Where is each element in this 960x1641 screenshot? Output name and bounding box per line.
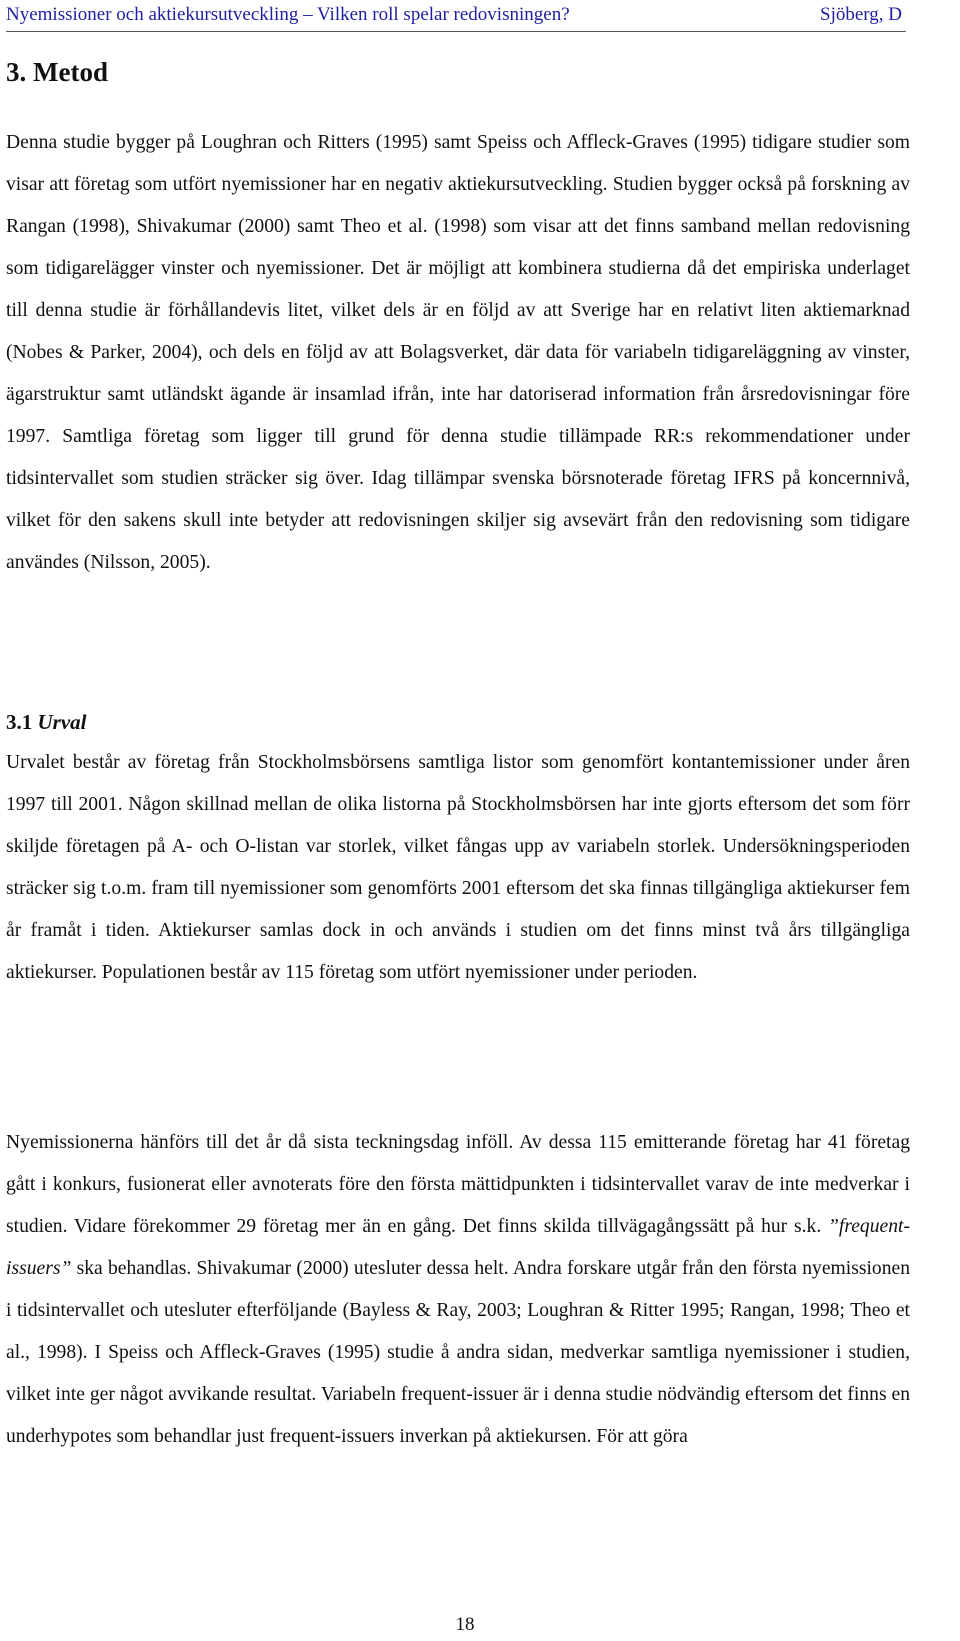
subsection-number: 3.1 <box>6 710 33 734</box>
frequent-issuers-term: ”frequent-issuers” <box>6 1216 910 1279</box>
running-header <box>6 0 902 30</box>
header-title: Nyemissioner och aktiekursutveckling – Vilken roll spelar redovisningen? <box>6 4 570 25</box>
section-heading: 3. Metod <box>6 57 108 87</box>
subsection-paragraph-1: Urvalet består av företag från Stockholmsbörsens samtliga listor som genomfört kontantemissioner under åren 1997 till 2001. Någon skillnad mellan de olika listorna på Stockholmsbörsen har inte gjorts eftersom det som förr skiljde företagen på A- och O-listan var storlek, vilket fångas upp av variabeln storlek. Undersökningsperioden sträcker sig t.o.m. fram till nyemissioner som genomförts 2001 eftersom det ska finnas tillgängliga aktiekurser fem år framåt i tiden. Aktiekurser samlas dock in och används i studien om det finns minst två års tillgängliga aktiekurser. Populationen består av 115 företag som utfört nyemissioner under perioden. <box>6 752 910 983</box>
page-number: 18 <box>455 1614 475 1635</box>
section-paragraph-1: Denna studie bygger på Loughran och Ritters (1995) samt Speiss och Affleck-Graves (1995) tidigare studier som visar att företag som utfört nyemissioner har en negativ aktiekursutveckling. Studien bygger också på forskning av Rangan (1998), Shivakumar (2000) samt Theo et al. (1998) som visar att det finns samband mellan redovisning som tidigarelägger vinster och nyemissioner. Det är möjligt att kombinera studierna då det empiriska underlaget till denna studie är förhållandevis litet, vilket dels är en följd av att Sverige har en relativt liten aktiemarknad (Nobes & Parker, 2004), och dels en följd av att Bolagsverket, där data för variabeln tidigareläggning av vinster, ägarstruktur samt utländskt ägande är insamlad ifrån, inte har datoriserad information från årsredovisningar före 1997. Samtliga företag som ligger till grund för denna studie tillämpade RR:s rekommendationer under tidsintervallet som studien sträcker sig över. Idag tillämpar svenska börsnoterade företag IFRS på koncernnivå, vilket för den sakens skull inte betyder att redovisningen skiljer sig avsevärt från den redovisning som tidigare användes (Nilsson, 2005). <box>6 132 910 573</box>
subsection-paragraph-2 <box>6 1122 910 1458</box>
paragraph-2-text-b: ska behandlas. Shivakumar (2000) utesluter dessa helt. Andra forskare utgår från den första nyemissionen i tidsintervallet och utesluter efterföljande (Bayless & Ray, 2003; Loughran & Ritter 1995; Rangan, 1998; Theo et al., 1998). I Speiss och Affleck-Graves (1995) studie å andra sidan, medverkar samtliga nyemissioner i studien, vilket inte ger något avvikande resultat. Variabeln frequent-issuer är i denna studie nödvändig eftersom det finns en underhypotes som behandlar just frequent-issuers inverkan på aktiekursen. För att göra <box>6 1258 910 1447</box>
subsection-heading <box>6 703 87 741</box>
subsection-title: Urval <box>37 710 87 734</box>
header-rule <box>6 31 906 32</box>
header-author: Sjöberg, D <box>820 4 902 25</box>
paragraph-2-text-a: Nyemissionerna hänförs till det år då sista teckningsdag inföll. Av dessa 115 emitterande företag har 41 företag gått i konkurs, fusionerat eller avnoterats före den första mättidpunkten i tidsintervallet varav de inte medverkar i studien. Vidare förekommer 29 företag mer än en gång. Det finns skilda tillvägagångssätt på hur s.k. <box>6 1132 910 1237</box>
